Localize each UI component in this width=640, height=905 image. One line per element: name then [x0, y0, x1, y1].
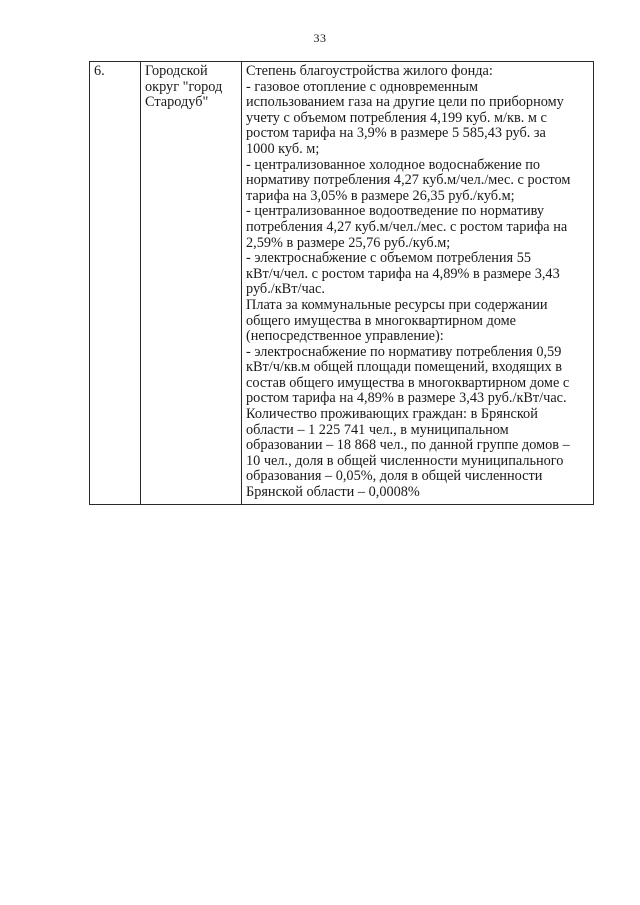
description-line: 1000 куб. м;	[246, 140, 320, 157]
description-line: 2,59% в размере 25,76 руб./куб.м;	[246, 234, 451, 251]
description-line: - электроснабжение по нормативу потребления 0,59	[246, 343, 562, 360]
description-line: нормативу потребления 4,27 куб.м/чел./мес. с ростом	[246, 172, 571, 189]
description-line: 10 чел., доля в общей численности муниципального	[246, 452, 564, 469]
description-line: кВт/ч/чел. с ростом тарифа на 4,89% в размере 3,43	[246, 265, 560, 282]
table-row	[90, 62, 594, 505]
row-number-cell	[90, 62, 141, 505]
description-line: - газовое отопление с одновременным	[246, 78, 478, 95]
description-text	[246, 64, 589, 501]
description-line: руб./кВт/час.	[246, 281, 325, 298]
description-line: - электроснабжение с объемом потребления 55	[246, 250, 531, 267]
description-line: образовании – 18 868 чел., по данной группе домов –	[246, 437, 570, 454]
description-line: состав общего имущества в многоквартирном доме с	[246, 374, 570, 391]
description-line: общего имущества в многоквартирном доме	[246, 312, 517, 329]
municipality-cell	[141, 62, 242, 505]
description-line: области – 1 225 741 чел., в муниципальном	[246, 421, 509, 438]
description-cell	[242, 62, 594, 505]
description-line: - централизованное водоотведение по нормативу	[246, 203, 545, 220]
tariff-table	[89, 61, 594, 505]
description-line: (непосредственное управление):	[246, 328, 444, 345]
description-line: использованием газа на другие цели по приборному	[246, 94, 564, 111]
description-line: потребления 4,27 куб.м/чел./мес. с ростом тарифа на	[246, 218, 568, 235]
description-line: Брянской области – 0,0008%	[246, 484, 420, 501]
description-line: Степень благоустройства жилого фонда:	[246, 63, 493, 79]
description-line: кВт/ч/кв.м общей площади помещений, входящих в	[246, 359, 562, 376]
row-number: 6.	[94, 63, 105, 79]
page-number: 33	[313, 31, 327, 45]
municipality-name: Городской округ "город Стародуб"	[145, 63, 223, 111]
description-line: ростом тарифа на 4,89% в размере 3,43 руб./кВт/час.	[246, 390, 567, 407]
description-line: - централизованное холодное водоснабжение по	[246, 156, 541, 173]
description-line: Плата за коммунальные ресурсы при содержании	[246, 296, 548, 313]
description-line: ростом тарифа на 3,9% в размере 5 585,43 руб. за	[246, 125, 546, 142]
description-line: образования – 0,05%, доля в общей численности	[246, 468, 543, 485]
description-line: Количество проживающих граждан: в Брянской	[246, 406, 538, 423]
description-line: тарифа на 3,05% в размере 26,35 руб./куб.м;	[246, 187, 515, 204]
description-line: учету с объемом потребления 4,199 куб. м/кв. м с	[246, 109, 547, 126]
